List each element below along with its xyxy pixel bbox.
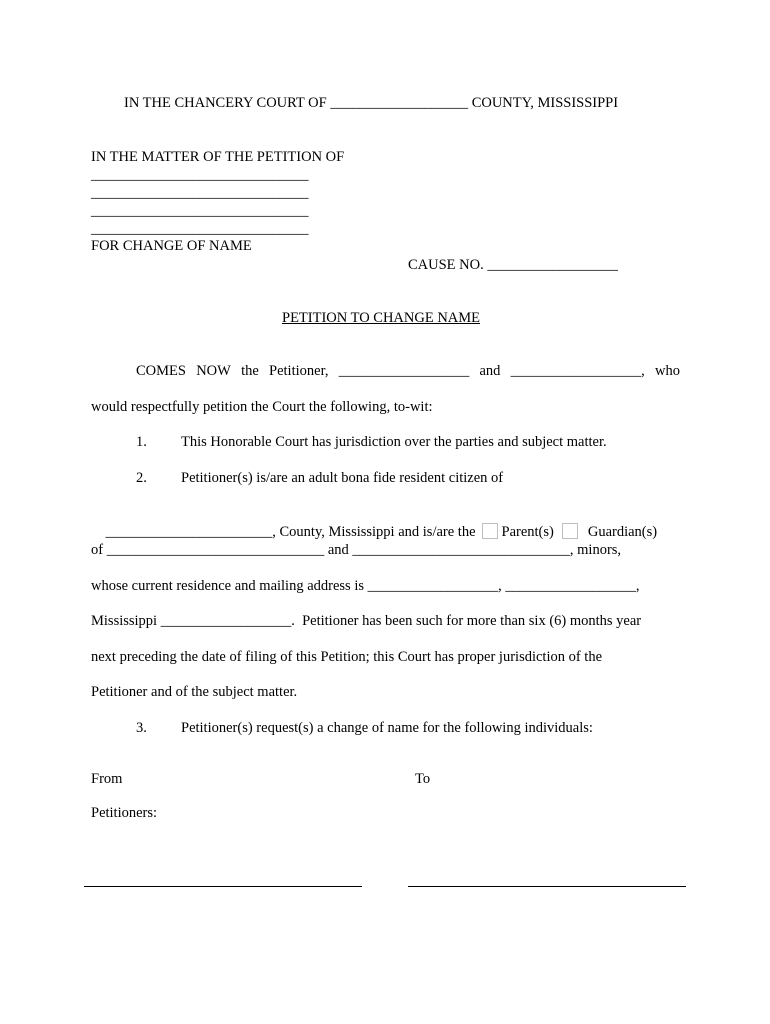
intro-word: and (479, 363, 501, 379)
intro-word: COMES (136, 363, 186, 379)
intro-word: NOW (196, 363, 231, 379)
parent-label: Parent(s) (501, 524, 554, 540)
guardian-checkbox[interactable] (562, 523, 578, 539)
item-text: Petitioner(s) is/are an adult bona fide resident citizen of (181, 470, 504, 486)
mississippi-line: Mississippi __________________. Petitioner has been such for more than six (6) months year (91, 613, 642, 629)
petitioners-label: Petitioners: (91, 805, 158, 821)
court-heading: IN THE CHANCERY COURT OF ___________________ COUNTY, MISSISSIPPI (124, 95, 619, 111)
document-title: PETITION TO CHANGE NAME (282, 310, 481, 326)
guardian-label: Guardian(s) (587, 524, 658, 540)
matter-heading: IN THE MATTER OF THE PETITION OF (91, 149, 345, 165)
address-line: whose current residence and mailing address is __________________, __________________, (91, 578, 640, 594)
intro-word: who (654, 363, 680, 379)
intro-word: Petitioner, (269, 363, 329, 379)
county-line-prefix: _______________________, County, Mississippi and is/are the (105, 524, 476, 540)
change-of-name-label: FOR CHANGE OF NAME (91, 238, 252, 254)
petitioner-name-blank[interactable]: __________________, (510, 363, 645, 379)
item-number: 3. (136, 720, 147, 736)
to-name-line[interactable] (408, 886, 686, 887)
minors-line: of ______________________________ and ______________________________, minors, (91, 542, 622, 558)
petitioner-blank-line[interactable]: ______________________________ (91, 221, 309, 237)
petitioner-name-blank[interactable]: __________________ (338, 363, 470, 379)
from-name-line[interactable] (84, 886, 362, 887)
preceding-line: next preceding the date of filing of this Petition; this Court has proper jurisdiction of the (91, 649, 603, 665)
item-number: 1. (136, 434, 147, 450)
item-text: This Honorable Court has jurisdiction over the parties and subject matter. (181, 434, 607, 450)
intro-word: the (241, 363, 259, 379)
item-text: Petitioner(s) request(s) a change of name for the following individuals: (181, 720, 593, 736)
from-column-label: From (91, 771, 123, 787)
petitioner-blank-line[interactable]: ______________________________ (91, 167, 309, 183)
cause-number[interactable]: CAUSE NO. __________________ (408, 257, 618, 273)
to-column-label: To (415, 771, 431, 787)
intro-line-2: would respectfully petition the Court the following, to-wit: (91, 399, 433, 415)
subject-line: Petitioner and of the subject matter. (91, 684, 298, 700)
item-number: 2. (136, 470, 147, 486)
parent-checkbox[interactable] (482, 523, 498, 539)
petitioner-blank-line[interactable]: ______________________________ (91, 203, 309, 219)
intro-line (136, 362, 680, 380)
petitioner-blank-line[interactable]: ______________________________ (91, 185, 309, 201)
